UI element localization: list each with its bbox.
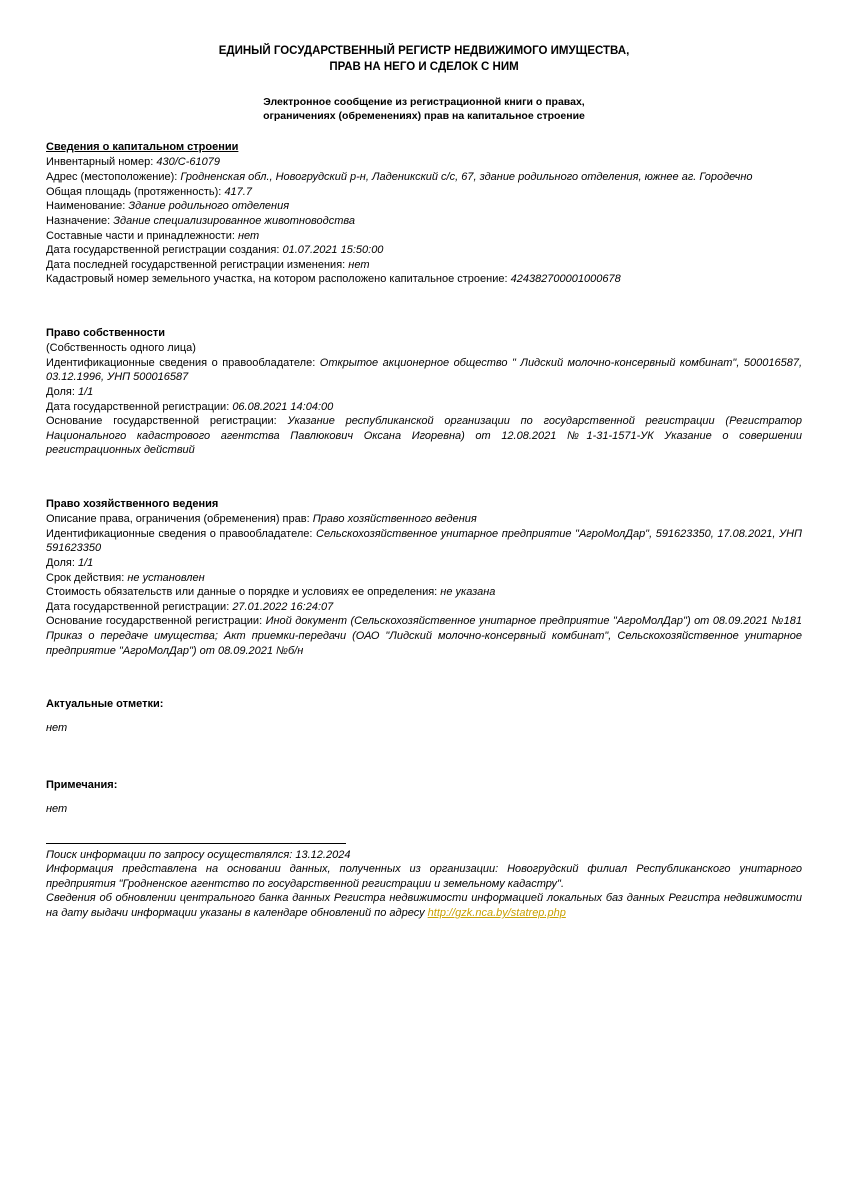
economic-registration-date-value: 27.01.2022 16:24:07 bbox=[232, 600, 334, 613]
ownership-basis-label: Основание государственной регистрации: bbox=[46, 415, 277, 428]
field-address-value: Гродненская обл., Новогрудский р-н, Ладеникский с/с, 67, здание родильного отделения, южнее аг. Городечно bbox=[180, 171, 753, 183]
document-header bbox=[46, 44, 802, 75]
field-building-name-value: Здание родильного отделения bbox=[128, 200, 290, 213]
economic-term-label: Срок действия: bbox=[46, 571, 125, 584]
subheader-line-2: ограничениях (обременениях) прав на капитальное строение bbox=[263, 110, 585, 123]
economic-registration-date-label: Дата государственной регистрации: bbox=[46, 600, 230, 613]
economic-cost-value: не указана bbox=[440, 586, 496, 599]
section-economic-management bbox=[46, 498, 802, 658]
footer-divider bbox=[46, 843, 346, 844]
document-subheader bbox=[46, 95, 802, 123]
section-ownership-title: Право собственности bbox=[46, 327, 165, 339]
economic-description-value: Право хозяйственного ведения bbox=[312, 513, 477, 525]
footer-search-line: Поиск информации по запросу осуществлялся: 13.12.2024 bbox=[46, 848, 351, 861]
field-cadastral-number-value: 424382700001000678 bbox=[510, 273, 621, 286]
economic-holder-label: Идентификационные сведения о правообладателе: bbox=[46, 527, 313, 540]
ownership-registration-date bbox=[46, 400, 802, 415]
field-address bbox=[46, 170, 802, 185]
ownership-basis bbox=[46, 414, 802, 458]
ownership-subtitle: (Собственность одного лица) bbox=[46, 342, 196, 354]
field-last-change-date-label: Дата последней государственной регистрации изменения: bbox=[46, 258, 346, 271]
economic-description bbox=[46, 512, 802, 527]
field-creation-date-value: 01.07.2021 15:50:00 bbox=[282, 244, 384, 257]
field-cadastral-number-label: Кадастровый номер земельного участка, на котором расположено капитальное строение: bbox=[46, 273, 508, 286]
field-inventory-number-value: 430/C-61079 bbox=[156, 156, 220, 169]
statrep-link[interactable]: http://gzk.nca.by/statrep.php bbox=[427, 907, 566, 919]
field-last-change-date-value: нет bbox=[348, 258, 370, 271]
ownership-share-value: 1/1 bbox=[77, 385, 94, 398]
section-building-title: Сведения о капитальном строении bbox=[46, 141, 239, 154]
section-notes bbox=[46, 779, 802, 817]
economic-share bbox=[46, 556, 802, 571]
ownership-holder bbox=[46, 356, 802, 385]
field-purpose-label: Назначение: bbox=[46, 214, 111, 227]
field-inventory-number-label: Инвентарный номер: bbox=[46, 156, 154, 169]
economic-basis-label: Основание государственной регистрации: bbox=[46, 615, 263, 628]
section-marks bbox=[46, 698, 802, 736]
economic-cost bbox=[46, 585, 802, 600]
section-building bbox=[46, 141, 802, 287]
economic-share-label: Доля: bbox=[46, 556, 75, 569]
footer-update-line bbox=[46, 891, 802, 920]
economic-cost-label: Стоимость обязательств или данные о порядке и условиях ее определения: bbox=[46, 586, 438, 599]
ownership-share bbox=[46, 385, 802, 400]
field-last-change-date bbox=[46, 258, 802, 273]
economic-holder bbox=[46, 527, 802, 556]
field-address-label: Адрес (местоположение): bbox=[46, 171, 178, 183]
economic-holder-value: Сельскохозяйственное унитарное предприятие "АгроМолДар", 591623350, 17.08.2021, УНП 591623350 bbox=[46, 527, 802, 555]
footer-source-line: Информация представлена на основании данных, полученных из организации: Новогрудский филиал Республиканского унитарного предприятия "Гродненское агентство по государственной регистрации и земельному кадастру". bbox=[46, 863, 802, 890]
field-creation-date-label: Дата государственной регистрации создания: bbox=[46, 244, 280, 257]
field-area-value: 417.7 bbox=[224, 185, 252, 198]
field-parts-label: Составные части и принадлежности: bbox=[46, 229, 235, 242]
section-economic-management-title: Право хозяйственного ведения bbox=[46, 498, 219, 510]
economic-registration-date bbox=[46, 600, 802, 615]
economic-basis bbox=[46, 614, 802, 658]
field-area bbox=[46, 185, 802, 200]
field-building-name bbox=[46, 199, 802, 214]
field-purpose-value: Здание специализированное животноводства bbox=[113, 214, 356, 227]
ownership-share-label: Доля: bbox=[46, 385, 75, 398]
ownership-holder-value: Открытое акционерное общество " Лидский молочно-консервный комбинат", 500016587, 03.12.1996, УНП 500016587 bbox=[46, 356, 802, 384]
economic-share-value: 1/1 bbox=[77, 556, 94, 569]
subheader-line-1: Электронное сообщение из регистрационной книги о правах, bbox=[263, 96, 585, 109]
field-area-label: Общая площадь (протяженность): bbox=[46, 185, 222, 198]
field-creation-date bbox=[46, 243, 802, 258]
field-cadastral-number bbox=[46, 272, 802, 287]
field-parts-value: нет bbox=[237, 229, 260, 242]
section-notes-value: нет bbox=[46, 802, 68, 815]
economic-basis-value: Иной документ (Сельскохозяйственное унитарное предприятие "АгроМолДар") от 08.09.2021 №181 Приказ о передаче имущества; Акт приемки-передачи (ОАО "Лидский молочно-консервный комбинат", Сельскохозяйственное унитарное предприятие "АгроМолДар") от 08.09.2021 №б/н bbox=[46, 615, 803, 657]
section-marks-title: Актуальные отметки: bbox=[46, 698, 164, 711]
ownership-holder-label: Идентификационные сведения о правообладателе: bbox=[46, 356, 316, 369]
ownership-registration-date-label: Дата государственной регистрации: bbox=[46, 400, 230, 413]
economic-term-value: не установлен bbox=[127, 571, 205, 584]
field-building-name-label: Наименование: bbox=[46, 200, 126, 213]
field-inventory-number bbox=[46, 155, 802, 170]
header-line-1: ЕДИНЫЙ ГОСУДАРСТВЕННЫЙ РЕГИСТР НЕДВИЖИМОГО ИМУЩЕСТВА, bbox=[218, 45, 630, 57]
ownership-registration-date-value: 06.08.2021 14:04:00 bbox=[232, 400, 334, 413]
field-purpose bbox=[46, 214, 802, 229]
field-parts bbox=[46, 229, 802, 244]
economic-term bbox=[46, 571, 802, 586]
economic-description-label: Описание права, ограничения (обременения) прав: bbox=[46, 513, 310, 525]
section-marks-value: нет bbox=[46, 722, 68, 735]
footer-update-text: Сведения об обновлении центрального банка данных Регистра недвижимости информацией локальных баз данных Регистра недвижимости на дату выдачи информации указаны в календаре обновлений по адресу bbox=[46, 892, 802, 919]
section-notes-title: Примечания: bbox=[46, 778, 118, 791]
section-ownership bbox=[46, 327, 802, 458]
header-line-2: ПРАВ НА НЕГО И СДЕЛОК С НИМ bbox=[329, 60, 519, 73]
ownership-basis-value: Указание республиканской организации по государственной регистрации (Регистратор Национального кадастрового агентства Павлюкович Оксана Игоревна) от 12.08.2021 №1-31-1571-УК Указание о совершении регистрационных действий bbox=[46, 415, 803, 457]
document-footer bbox=[46, 843, 802, 921]
